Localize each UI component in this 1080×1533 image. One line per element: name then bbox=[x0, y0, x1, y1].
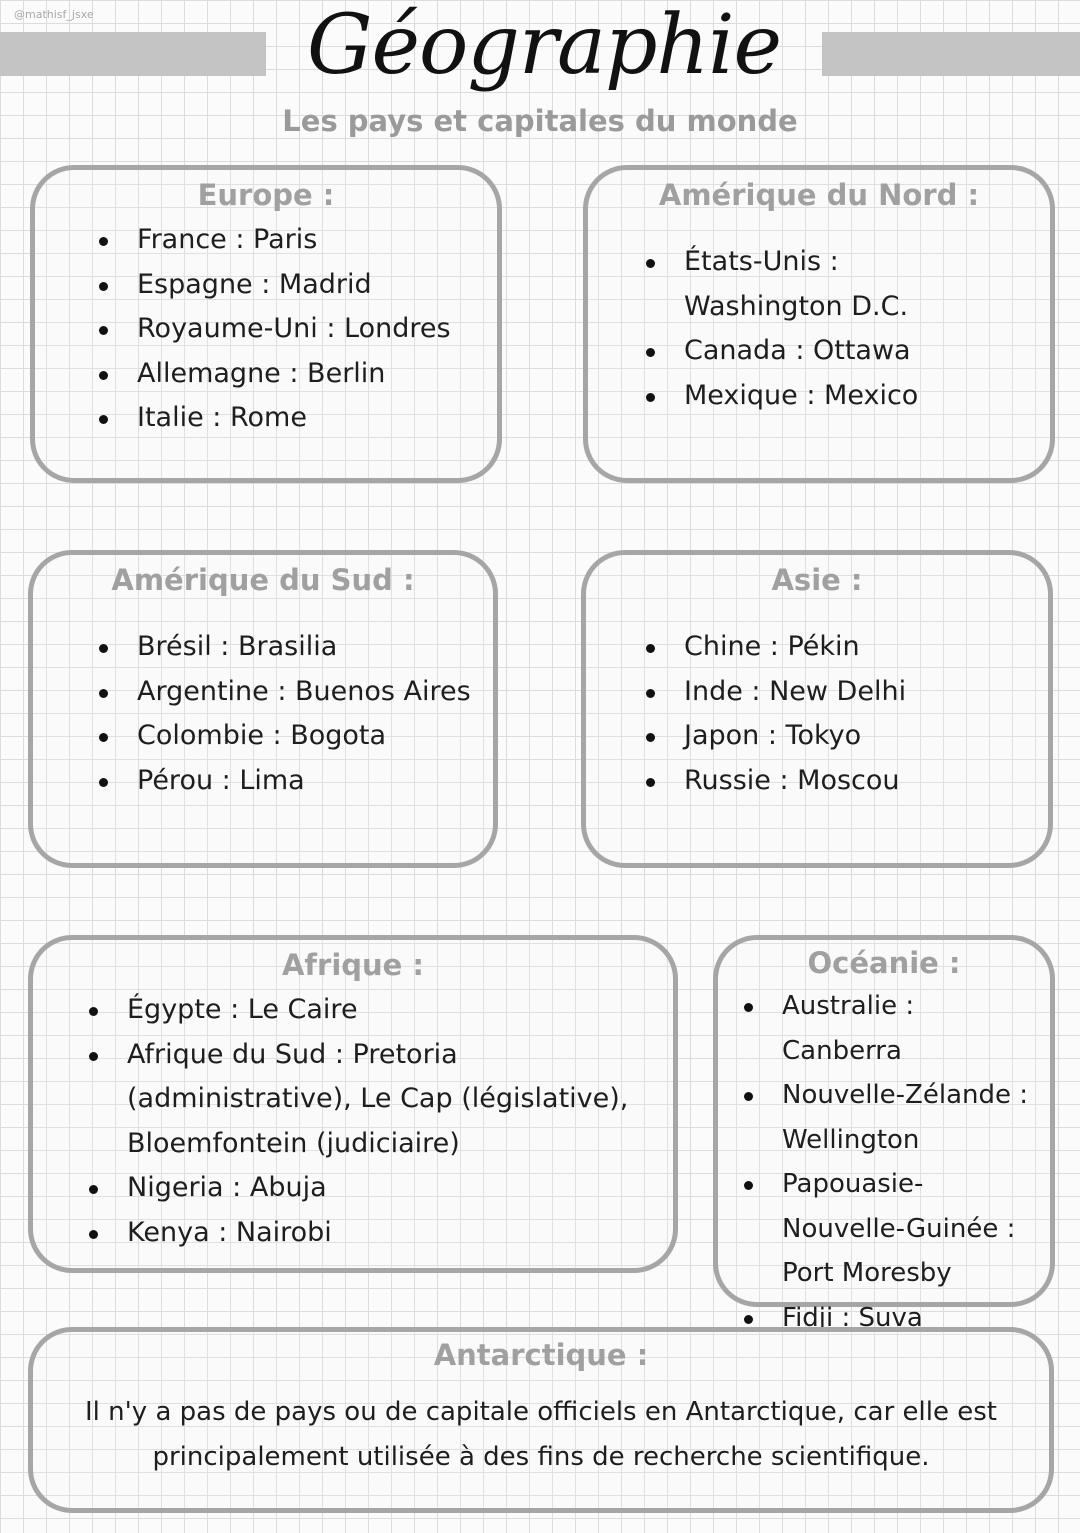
oceania-card bbox=[713, 935, 1055, 1333]
list-item: Nouvelle-Zélande : Wellington bbox=[738, 1073, 1038, 1162]
list-item: Royaume-Uni : Londres bbox=[93, 307, 493, 352]
list-item: Mexique : Mexico bbox=[640, 374, 995, 419]
south-america-card bbox=[28, 550, 498, 868]
antarctica-title: Antarctique : bbox=[433, 1338, 649, 1372]
list-item: Égypte : Le Caire bbox=[83, 988, 643, 1033]
list-item: Afrique du Sud : Pretoria (administrative), Le Cap (législative), Bloemfontein (judiciaire) bbox=[83, 1033, 643, 1167]
africa-card bbox=[28, 935, 678, 1273]
asia-title: Asie : bbox=[771, 563, 863, 597]
list-item: Espagne : Madrid bbox=[93, 263, 493, 308]
north-america-list bbox=[640, 240, 995, 418]
title-bar-right bbox=[822, 32, 1080, 76]
page-title: Géographie bbox=[306, 0, 782, 93]
asia-list bbox=[640, 625, 1040, 803]
north-america-card bbox=[583, 165, 1055, 483]
asia-card bbox=[581, 550, 1053, 868]
list-item: Allemagne : Berlin bbox=[93, 352, 493, 397]
europe-list bbox=[93, 218, 493, 441]
list-item: Italie : Rome bbox=[93, 396, 493, 441]
list-item: Canada : Ottawa bbox=[640, 329, 995, 374]
antarctica-card bbox=[28, 1327, 1054, 1513]
europe-title: Europe : bbox=[197, 178, 335, 212]
list-item: Chine : Pékin bbox=[640, 625, 1040, 670]
list-item: Brésil : Brasilia bbox=[93, 625, 493, 670]
list-item: Colombie : Bogota bbox=[93, 714, 493, 759]
list-item: Fidji : Suva bbox=[738, 1296, 1038, 1341]
antarctica-text: Il n'y a pas de pays ou de capitale officiels en Antarctique, car elle est principalement utilisée à des fins de recherche scientifique. bbox=[85, 1397, 997, 1472]
africa-title: Afrique : bbox=[281, 948, 425, 982]
list-item: États-Unis : Washington D.C. bbox=[640, 240, 995, 329]
watermark: @mathisf_jsxe bbox=[14, 8, 94, 21]
oceania-list bbox=[738, 984, 1038, 1340]
oceania-title: Océanie : bbox=[807, 946, 961, 980]
africa-list bbox=[83, 988, 643, 1255]
list-item: Nigeria : Abuja bbox=[83, 1166, 643, 1211]
list-item: Kenya : Nairobi bbox=[83, 1211, 643, 1256]
list-item: Papouasie-Nouvelle-Guinée : Port Moresby bbox=[738, 1162, 1038, 1296]
list-item: Russie : Moscou bbox=[640, 759, 1040, 804]
list-item: France : Paris bbox=[93, 218, 493, 263]
south-america-list bbox=[93, 625, 493, 803]
page-subtitle: Les pays et capitales du monde bbox=[282, 104, 798, 138]
list-item: Japon : Tokyo bbox=[640, 714, 1040, 759]
title-bar-left bbox=[0, 32, 266, 76]
list-item: Australie : Canberra bbox=[738, 984, 1038, 1073]
north-america-title: Amérique du Nord : bbox=[658, 178, 980, 212]
list-item: Inde : New Delhi bbox=[640, 670, 1040, 715]
list-item: Pérou : Lima bbox=[93, 759, 493, 804]
list-item: Argentine : Buenos Aires bbox=[93, 670, 493, 715]
south-america-title: Amérique du Sud : bbox=[111, 563, 415, 597]
europe-card bbox=[30, 165, 502, 483]
